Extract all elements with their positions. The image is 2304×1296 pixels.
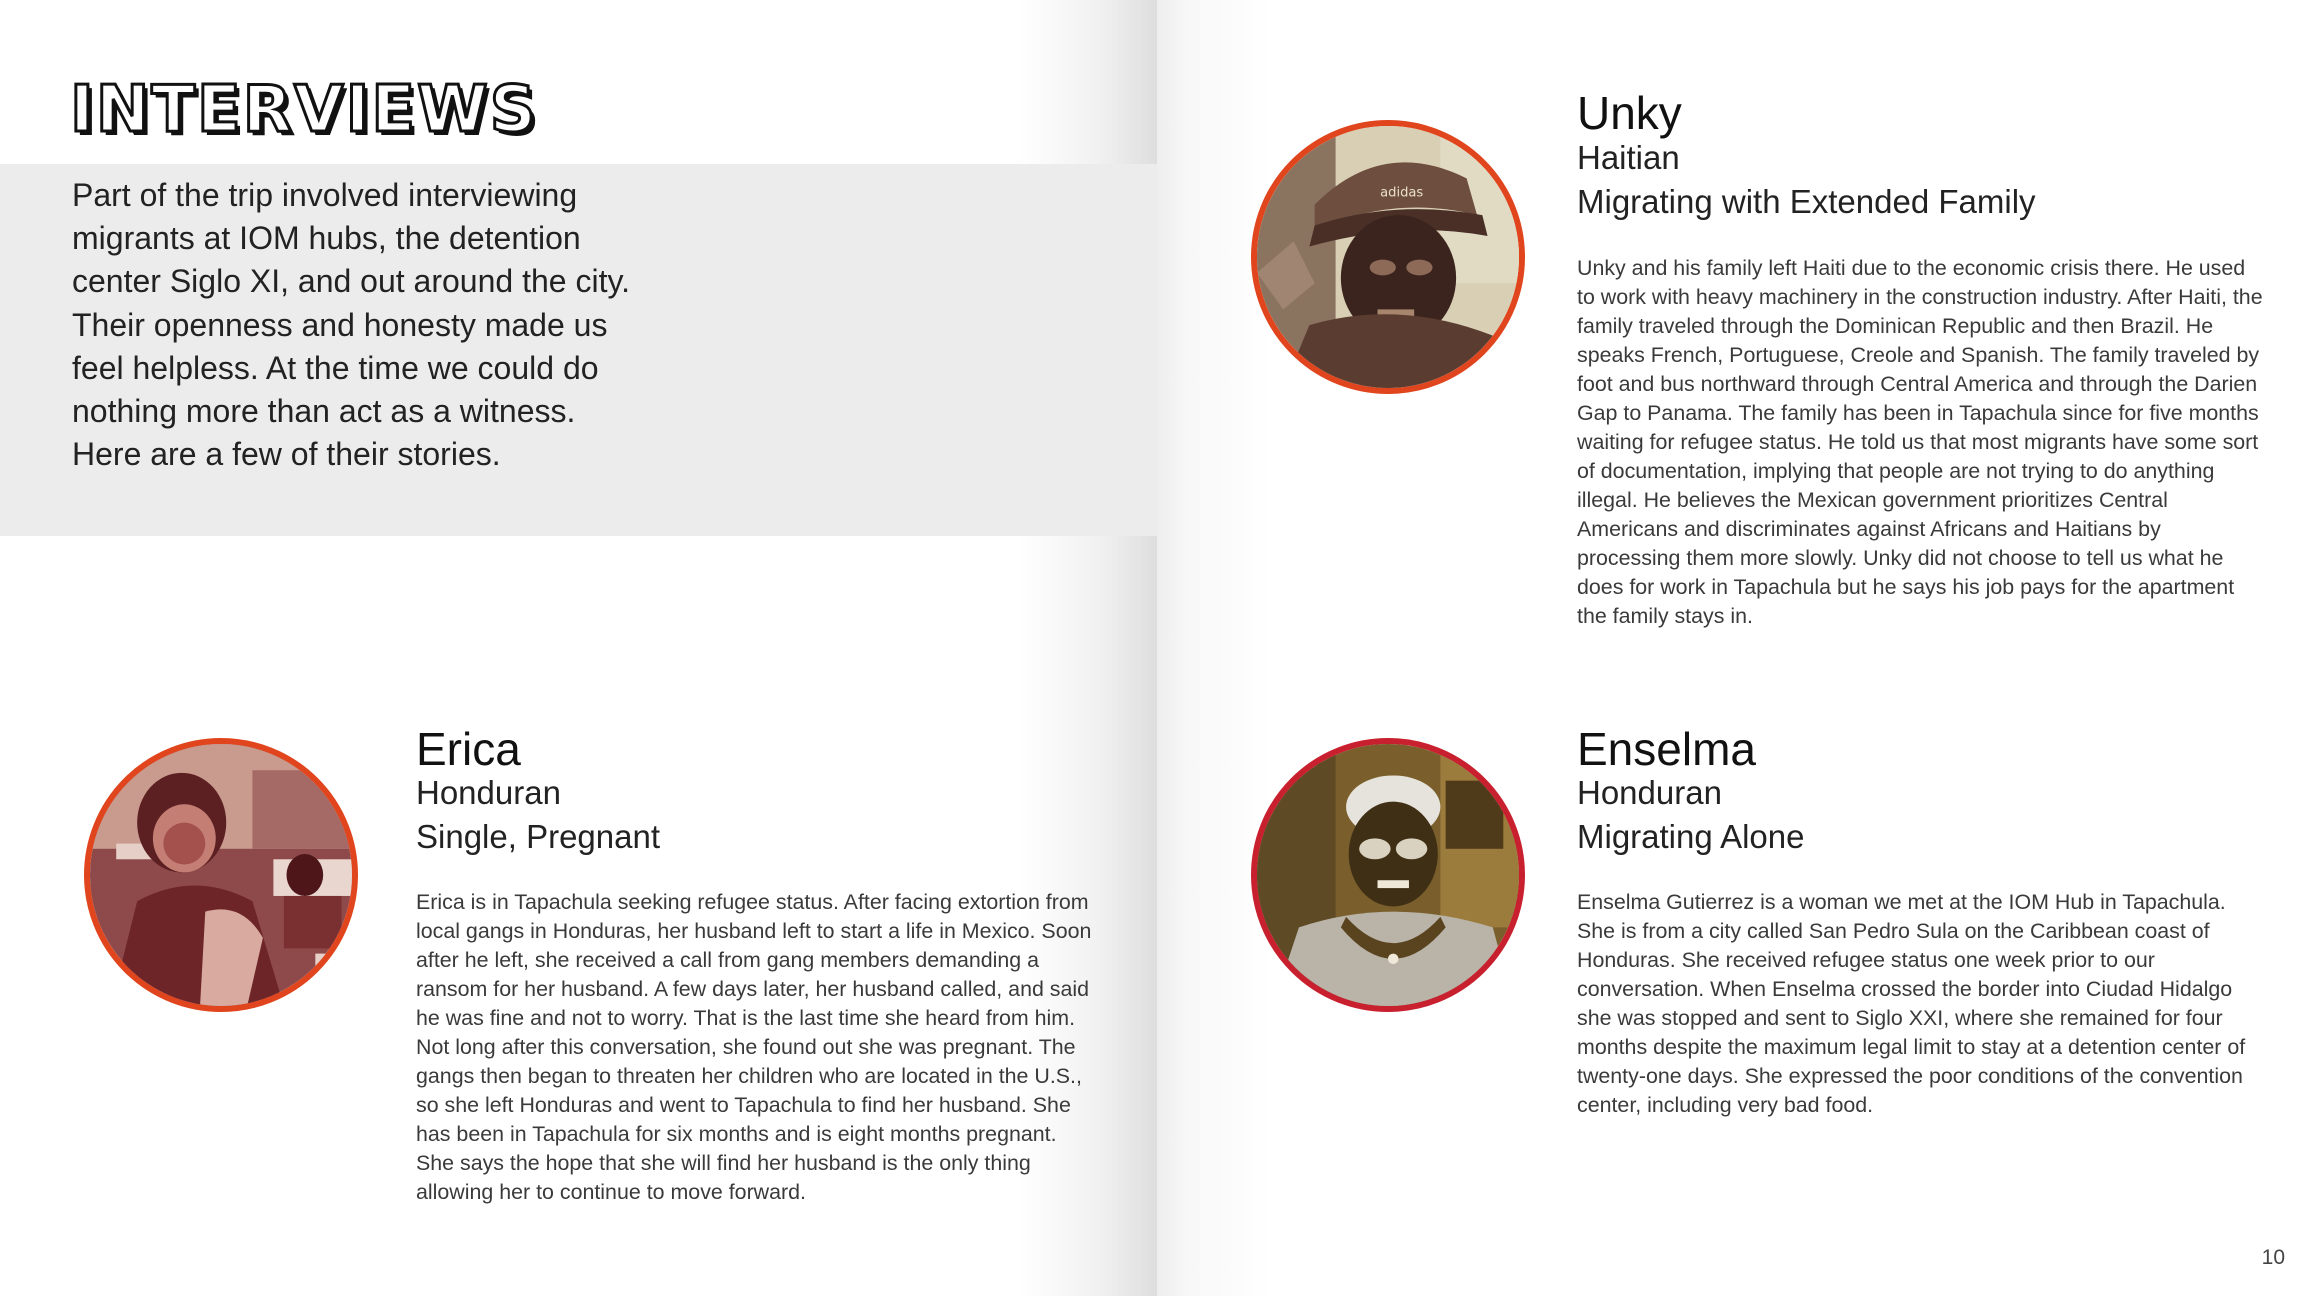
erica-status: Single, Pregnant [416, 818, 661, 855]
unky-story: Unky and his family left Haiti due to the economic crisis there. He used to work with heavy machinery in the construction industry. After Haiti, the family traveled through the Dominican Republic and then Brazil. He speaks French, Portuguese, Creole and Spanish. The family traveled by foot and bus northward through Central America and through the Darien Gap to Panama. The family has been in Tapachula since for five months waiting for refugee status. He told us that most migrants have some sort of documentation, implying that people are not trying to do anything illegal. He believes the Mexican government prioritizes Central Americans and discriminates against Africans and Haitians by processing them more slowly. Unky did not choose to tell us what he does for work in Tapachula but he says his job pays for the apartment the family stays in. [1577, 256, 2263, 628]
erica-details [416, 771, 660, 859]
page-title: INTERVIEWS [70, 73, 538, 147]
intro-paragraph: Part of the trip involved interviewing migrants at IOM hubs, the detention center Siglo XI, and out around the city. Their openness and honesty made us feel helpless. At the time we could do nothing more than act as a witness. Here are a few of their stories. [72, 177, 630, 473]
cap-logo-text: adidas [1380, 185, 1424, 201]
right-page [1157, 0, 2304, 1296]
erica-portrait [84, 738, 358, 1012]
enselma-details [1577, 771, 1804, 859]
unky-portrait [1251, 120, 1525, 394]
enselma-nationality: Honduran [1577, 774, 1722, 811]
erica-nationality: Honduran [416, 774, 561, 811]
erica-story: Erica is in Tapachula seeking refugee status. After facing extortion from local gangs in Honduras, her husband left to start a life in Mexico. Soon after he left, she received a call from gang members demanding a ransom for her husband. A few days later, her husband called, and said he was fine and not to worry. That is the last time she heard from him. Not long after this conversation, she found out she was pregnant. The gangs then began to threaten her children who are located in the U.S., so she left Honduras and went to Tapachula to find her husband. She has been in Tapachula for six months and is eight months pregnant. She says the hope that she will find her husband is the only thing allowing her to continue to move forward. [416, 890, 1092, 1204]
enselma-portrait [1251, 738, 1525, 1012]
enselma-name: Enselma [1577, 723, 1756, 775]
erica-name: Erica [416, 723, 521, 775]
unky-details [1577, 136, 2036, 224]
enselma-status: Migrating Alone [1577, 818, 1805, 855]
enselma-story: Enselma Gutierrez is a woman we met at the IOM Hub in Tapachula. She is from a city called San Pedro Sula on the Caribbean coast of Honduras. She received refugee status one week prior to our conversation. When Enselma crossed the border into Ciudad Hidalgo she was stopped and sent to Siglo XXI, where she remained for four months despite the maximum legal limit to stay at a detention center of twenty-one days. She expressed the poor conditions of the convention center, including very bad food. [1577, 890, 2246, 1117]
unky-nationality: Haitian [1577, 139, 1680, 176]
unky-name: Unky [1577, 87, 1682, 139]
unky-status: Migrating with Extended Family [1577, 183, 2036, 220]
page-number: 10 [2261, 1246, 2285, 1269]
